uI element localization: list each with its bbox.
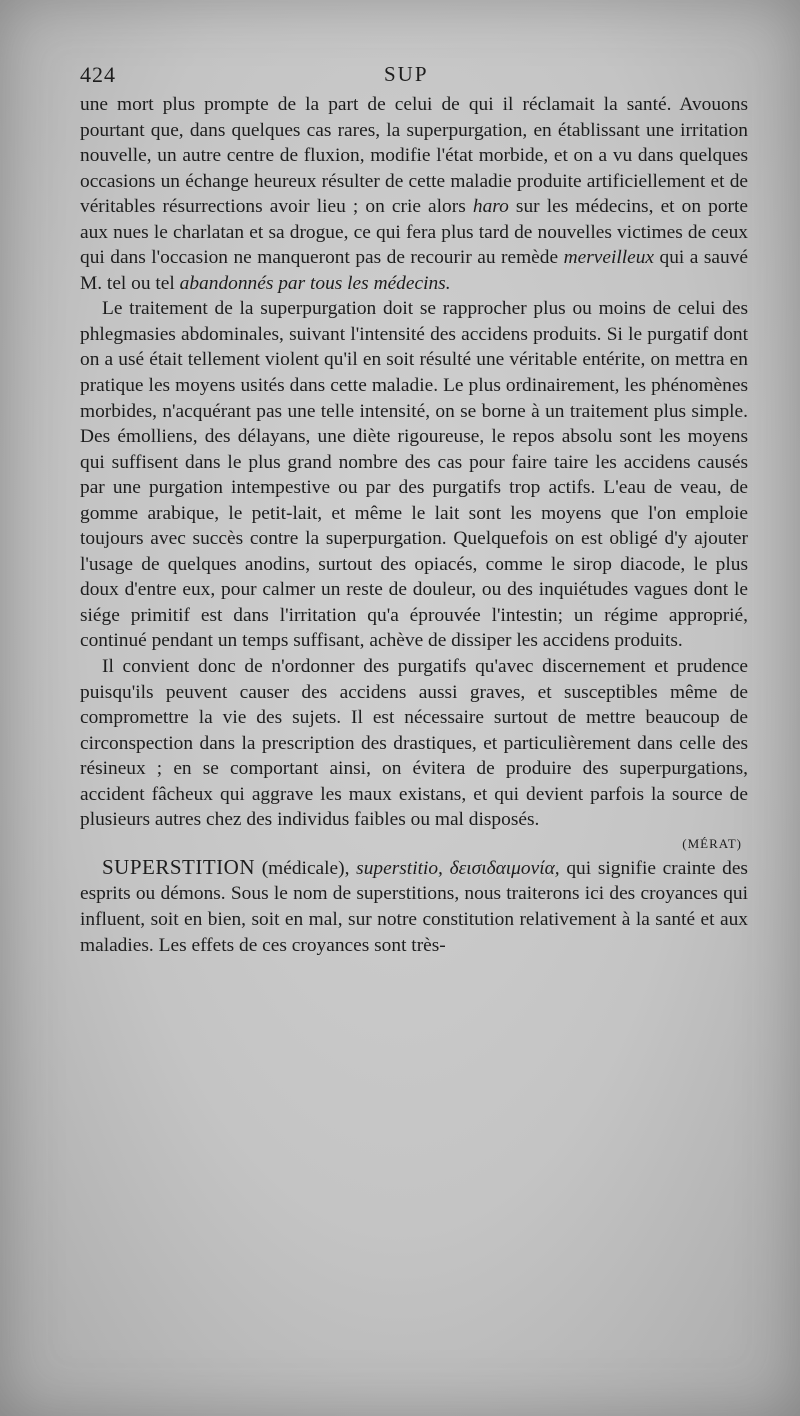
italic-word-haro: haro	[472, 196, 509, 218]
page-header	[80, 62, 748, 92]
author-signature: (MÉRAT)	[682, 835, 742, 851]
entry-qualifier: (médicale),	[261, 857, 350, 879]
page-number: 424	[80, 62, 116, 87]
running-head: SUP	[384, 62, 429, 86]
entry-text: qui signifie crainte des esprits ou démons. Sous le nom de superstitions, nous traiterons ici des croyances qui influent, soit en bien, soit en mal, sur notre constitution relativement à la santé et aux maladies. Les effets de ces croyances sont très-	[80, 857, 748, 956]
paragraph-treatment: Le traitement de la superpurgation doit se rapprocher plus ou moins de celui des phlegmasies abdominales, suivant l'intensité des accidens produits. Si le purgatif dont on a usé était tellement violent qu'il en soit résulté une véritable entérite, on mettra en pratique les moyens usités dans cette maladie. Le plus ordinairement, les phénomènes morbides, n'acquérant pas une telle intensité, on se borne à un traitement plus simple. Des émolliens, des délayans, une diète rigoureuse, le repos absolu sont les moyens qui suffisent dans le plus grand nombre des cas pour faire taire les accidens causés par une purgation intempestive ou par des purgatifs trop actifs. L'eau de veau, de gomme arabique, le petit-lait, et même le lait sont les moyens que l'on emploie toujours avec succès contre la superpurgation. Quelquefois on est obligé d'y ajouter l'usage de quelques anodins, surtout des opiacés, comme le sirop diacode, le plus doux d'entre eux, pour calmer un reste de douleur, ou des inquiétudes vagues dont le siége primitif est dans l'irritation qu'a éprouvée l'intestin; un régime approprié, continué pendant un temps suffisant, achève de dissiper les accidens produits.	[80, 298, 748, 652]
entry-latin: superstitio,	[356, 857, 443, 879]
italic-phrase-abandonnes: abandonnés par tous les médecins.	[179, 272, 451, 294]
entry-headword: SUPERSTITION	[102, 854, 256, 879]
paragraph-continued	[80, 92, 748, 296]
entry-greek: δεισιδαιμονία,	[449, 857, 560, 879]
entry-superstition	[80, 855, 748, 958]
paragraph-text: qui a sauvé M. tel ou tel	[80, 247, 748, 294]
paragraph-caution: Il convient donc de n'ordonner des purgatifs qu'avec discernement et prudence puisqu'ils peuvent causer des accidens aussi graves, et susceptibles même de compromettre la vie des sujets. Il est nécessaire surtout de mettre beaucoup de circonspection dans la prescription des drastiques, et particulièrement dans celle des résineux ; en se comportant ainsi, on évitera de produire des superpurgations, accident fâcheux qui aggrave les maux existans, et qui devient parfois la source de plusieurs autres chez des individus faibles ou mal disposés.	[80, 656, 748, 831]
italic-word-merveilleux: merveilleux	[563, 247, 655, 269]
paragraph-text: une mort plus prompte de la part de celui de qui il réclamait la santé. Avouons pourtant que, dans quelques cas rares, la superpurgation, en établissant une irritation nouvelle, un autre centre de fluxion, modifie l'état morbide, et on a vu dans quelques occasions un échange heureux résulter de cette maladie produite artificiellement et de véritables résurrections avoir lieu ; on crie alors	[80, 94, 748, 218]
paragraph-text: sur les médecins, et on porte aux nues le charlatan et sa drogue, ce qui fera plus tard de nouvelles victimes de ceux qui dans l'occasion ne manqueront pas de recourir au remède	[80, 196, 749, 269]
